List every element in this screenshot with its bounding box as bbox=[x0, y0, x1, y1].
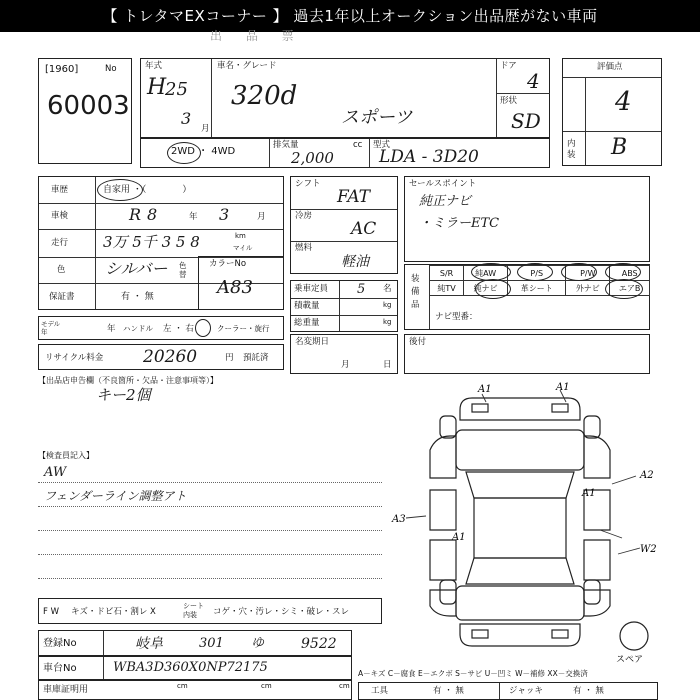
inspector-line-1: AW bbox=[44, 465, 67, 480]
equipment-ext-navi: 外ナビ bbox=[566, 281, 610, 296]
fuel-label: 燃料 bbox=[295, 243, 313, 253]
inspection-era: R bbox=[129, 205, 142, 224]
model-year-label: モデル年 bbox=[41, 320, 61, 336]
equipment-airbag: エアB bbox=[610, 281, 650, 296]
equipment-pw: P/W bbox=[566, 266, 610, 281]
spare-label: スペア bbox=[616, 655, 644, 665]
mileage-value: 3万 5千 3 5 8 bbox=[103, 233, 200, 251]
type-value: LDA - 3D20 bbox=[379, 147, 479, 167]
diagram-mark-1: A1 bbox=[478, 384, 492, 395]
diagram-mark-4: A3 bbox=[392, 514, 406, 525]
inspection-month-unit: 月 bbox=[257, 212, 266, 222]
mileage-mile: マイル bbox=[233, 244, 253, 252]
chassis-value: WBA3D360X0NP72175 bbox=[113, 660, 268, 675]
aftermarket-label: 後付 bbox=[409, 337, 427, 347]
pw-circle bbox=[561, 263, 597, 281]
car-damage-diagram bbox=[390, 380, 680, 670]
displacement-label: 排気量 bbox=[273, 140, 299, 150]
diagram-mark-6: A1 bbox=[452, 532, 466, 543]
jack-label: ジャッキ bbox=[509, 686, 543, 696]
inspection-year: 8 bbox=[147, 205, 158, 224]
history-circle bbox=[97, 179, 143, 201]
model-grade: スポーツ bbox=[341, 107, 413, 128]
color-no-box bbox=[198, 256, 284, 310]
recycle-label: リサイクル料金 bbox=[45, 353, 104, 363]
banner: 【 トレタマEXコーナー 】 過去1年以上オークション出品歴がない車両 bbox=[0, 0, 700, 32]
displacement-value: 2,000 bbox=[291, 149, 334, 167]
shape-value: SD bbox=[511, 109, 541, 133]
jack-value: 有 ・ 無 bbox=[573, 686, 604, 696]
recycle-note: 預託済 bbox=[243, 353, 269, 363]
inspector-label: 【検査員記入】 bbox=[38, 451, 94, 460]
color-label: 色 bbox=[57, 265, 66, 275]
cert-cm-3: cm bbox=[339, 682, 350, 690]
sales-point-1: 純正ナビ bbox=[419, 194, 472, 209]
recycle-row bbox=[38, 344, 284, 370]
registration-label: 登録No bbox=[43, 638, 77, 649]
year-model-box bbox=[140, 58, 550, 138]
inspection-month: 3 bbox=[219, 205, 230, 224]
load-label: 積載量 bbox=[294, 301, 320, 311]
equipment-label: 装備品 bbox=[411, 274, 420, 310]
ac-value: AC bbox=[351, 219, 377, 239]
capacity-label: 乗車定員 bbox=[294, 284, 329, 294]
sales-points-box bbox=[404, 176, 650, 262]
shape-label: 形状 bbox=[500, 96, 518, 106]
spec-box bbox=[290, 176, 398, 274]
name-change-label: 名変期日 bbox=[295, 337, 330, 347]
recycle-unit: 円 bbox=[225, 353, 234, 363]
faded-header-line: 出 品 票 bbox=[210, 29, 304, 43]
model-name: 320d bbox=[231, 81, 298, 111]
shift-value: FAT bbox=[337, 187, 371, 207]
model-year-suffix: 年 bbox=[107, 324, 116, 334]
ps-circle bbox=[517, 263, 553, 281]
seat-label: シート内装 bbox=[183, 602, 204, 619]
ac-label: 冷房 bbox=[295, 211, 313, 221]
sales-points-label: セールスポイント bbox=[409, 179, 477, 189]
fw-label: F W bbox=[43, 607, 59, 617]
inspection-label: 車検 bbox=[51, 211, 69, 221]
chassis-label: 車台No bbox=[43, 663, 77, 674]
equipment-ps: P/S bbox=[508, 266, 566, 281]
weight-box bbox=[290, 280, 398, 332]
lot-number: 60003 bbox=[47, 91, 130, 121]
color-swap-label: 色替 bbox=[179, 261, 187, 279]
navi-model-label: ナビ型番： bbox=[435, 312, 478, 322]
inspection-year-unit: 年 bbox=[189, 212, 198, 222]
chassis-row bbox=[38, 656, 352, 680]
type-label: 型式 bbox=[373, 140, 391, 150]
diagram-mark-3: A2 bbox=[640, 470, 654, 481]
model-label: 車名・グレード bbox=[217, 61, 277, 71]
handle-value: 左 ・ 右 bbox=[163, 324, 194, 334]
cooler-label: クーラー・旋行 bbox=[217, 324, 270, 333]
cert-row bbox=[38, 680, 352, 700]
registration-number: 9522 bbox=[301, 636, 337, 652]
handle-circle bbox=[195, 319, 211, 337]
damage-key-row bbox=[38, 598, 382, 624]
diagram-mark-7: W2 bbox=[640, 544, 657, 555]
name-change-day: 日 bbox=[383, 360, 392, 370]
registration-class: 301 bbox=[199, 636, 224, 651]
diagram-mark-5: A1 bbox=[582, 488, 596, 499]
displacement-unit: cc bbox=[353, 140, 363, 150]
equipment-sr: S/R bbox=[430, 266, 464, 281]
diagram-mark-2: A1 bbox=[556, 382, 570, 393]
warranty-value: 有 ・ 無 bbox=[121, 292, 154, 302]
color-no-value: A83 bbox=[217, 277, 253, 298]
capacity-value: 5 bbox=[357, 282, 366, 297]
registration-area: 岐阜 bbox=[135, 636, 163, 652]
handle-row bbox=[38, 316, 284, 340]
door-label: ドア bbox=[500, 61, 517, 71]
fuel-value: 軽油 bbox=[341, 254, 369, 270]
history-label: 車歴 bbox=[51, 185, 69, 195]
equipment-leather: 革シート bbox=[508, 281, 566, 296]
drive-circle bbox=[167, 142, 201, 164]
sales-point-2: ・ミラーETC bbox=[419, 216, 500, 231]
cert-cm-2: cm bbox=[261, 682, 272, 690]
equipment-alloy: 純AW bbox=[464, 266, 508, 281]
warranty-label: 保証書 bbox=[49, 292, 75, 302]
name-change-box bbox=[290, 334, 398, 374]
year-era: H bbox=[147, 75, 167, 100]
mileage-label: 走行 bbox=[51, 238, 69, 248]
seller-notes-text: キー2個 bbox=[96, 386, 151, 404]
equipment-abs: ABS bbox=[610, 266, 650, 281]
fw-items: キズ・ドビ石・割レ X bbox=[71, 607, 156, 617]
equipment-navi: 純ナビ bbox=[464, 281, 508, 296]
lot-label: No bbox=[105, 64, 117, 74]
lot-code: [1960] bbox=[45, 64, 79, 75]
inspector-line-2: フェンダーライン調整アト bbox=[44, 489, 187, 503]
equipment-box bbox=[404, 264, 650, 330]
aftermarket-box bbox=[404, 334, 650, 374]
mileage-km: km bbox=[235, 232, 246, 240]
score-value: 4 bbox=[615, 87, 632, 117]
seller-notes-label: 【出品店申告欄（不良箇所・欠品・注意事項等）】 bbox=[38, 376, 218, 385]
year-month: 3 bbox=[181, 109, 192, 128]
navi-circle bbox=[475, 279, 511, 299]
registration-row bbox=[38, 630, 352, 656]
color-value: シルバー bbox=[105, 259, 168, 278]
lot-box bbox=[38, 58, 132, 164]
score-box bbox=[562, 58, 662, 166]
gross-unit: kg bbox=[383, 318, 392, 326]
name-change-month: 月 bbox=[341, 360, 350, 370]
registration-kana: ゆ bbox=[251, 636, 265, 651]
interior-value: B bbox=[611, 135, 628, 160]
shift-label: シフト bbox=[295, 179, 321, 189]
drive-options: 2WD ・ 4WD bbox=[171, 146, 236, 157]
airbag-circle bbox=[605, 279, 643, 299]
cert-label: 車庫証明用 bbox=[43, 685, 89, 695]
tools-label: 工具 bbox=[371, 686, 389, 696]
score-label: 評価点 bbox=[597, 62, 623, 72]
drive-box bbox=[140, 138, 550, 168]
history-value: 自家用 ・（ ） bbox=[103, 185, 192, 195]
recycle-value: 20260 bbox=[143, 347, 198, 367]
interior-label: 内装 bbox=[567, 139, 576, 160]
year-month-unit: 月 bbox=[201, 124, 210, 134]
handle-label: ハンドル bbox=[123, 324, 153, 333]
tools-row bbox=[358, 682, 658, 700]
load-unit: kg bbox=[383, 301, 392, 309]
seat-items: コゲ・穴・汚レ・シミ・破レ・スレ bbox=[213, 607, 350, 617]
equipment-tv: 純TV bbox=[430, 281, 464, 296]
cert-cm-1: cm bbox=[177, 682, 188, 690]
year-label: 年式 bbox=[145, 61, 163, 71]
gross-label: 総重量 bbox=[294, 318, 320, 328]
year-value: 25 bbox=[165, 79, 188, 100]
capacity-unit: 名 bbox=[383, 284, 392, 294]
door-value: 4 bbox=[527, 69, 540, 93]
color-no-label: カラーNo bbox=[209, 259, 247, 269]
tools-value: 有 ・ 無 bbox=[433, 686, 464, 696]
damage-legend: A－キズ C－腐食 E－エクボ S－サビ U－凹ミ W－補修 XX－交換済 bbox=[358, 669, 588, 678]
